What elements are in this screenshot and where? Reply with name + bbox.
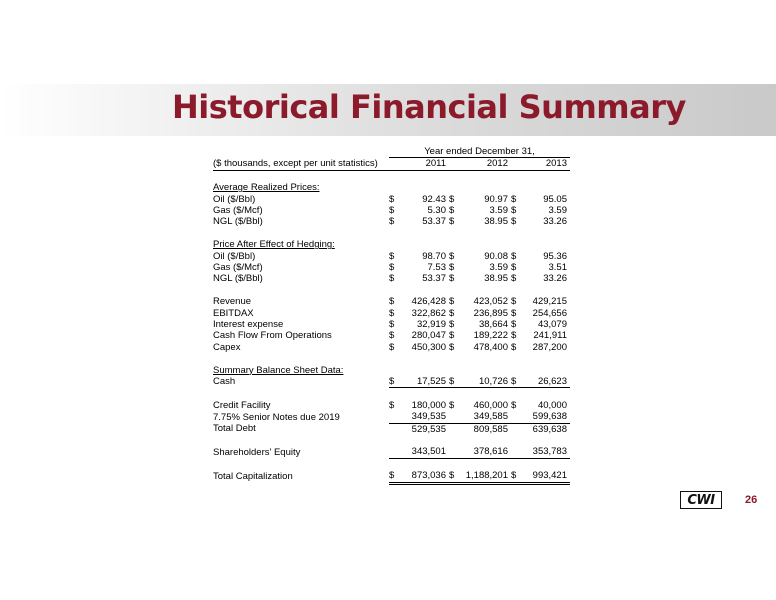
year-header: 2011 (401, 158, 449, 170)
cell-value: 17,525 (401, 376, 449, 388)
currency-symbol: $ (389, 470, 401, 483)
section-heading-row (213, 365, 570, 376)
row-label: Capex (213, 341, 241, 353)
table-row (213, 205, 570, 216)
table-header-years-row (213, 158, 570, 170)
slide-title: Historical Financial Summary (172, 88, 686, 126)
cell-value: 95.36 (543, 250, 567, 262)
year-header: 2013 (523, 158, 570, 170)
cell-value: 5.30 (427, 205, 446, 217)
section-heading-row (213, 182, 570, 193)
cell-value: 38.95 (484, 273, 508, 285)
currency-symbol: $ (449, 470, 461, 483)
cell-value: 873,036 (401, 470, 449, 483)
table-row (213, 194, 570, 205)
currency-symbol: $ (449, 193, 455, 205)
cell-value: 1,188,201 (461, 470, 511, 483)
row-label: NGL ($/Bbl) (213, 273, 263, 285)
table-row (213, 273, 570, 284)
currency-symbol: $ (449, 341, 455, 353)
currency-symbol: $ (389, 216, 395, 228)
cell-value: 32,919 (416, 319, 446, 331)
table-row (213, 308, 570, 319)
currency-symbol: $ (511, 205, 517, 217)
table-header-period-row (213, 146, 570, 158)
cell-value: 423,052 (473, 296, 508, 308)
currency-symbol: $ (449, 273, 455, 285)
row-label: Total Capitalization (213, 471, 293, 483)
table-row (213, 330, 570, 341)
currency-symbol: $ (511, 470, 523, 483)
table-row (213, 262, 570, 273)
row-label: 7.75% Senior Notes due 2019 (213, 411, 340, 423)
table-row (213, 423, 570, 435)
cell-value: 378,616 (461, 446, 511, 458)
row-label: Gas ($/Mcf) (213, 205, 263, 217)
currency-symbol: $ (511, 296, 517, 308)
cell-value: 349,585 (461, 411, 511, 423)
cell-value: 343,501 (401, 446, 449, 458)
table-row (213, 446, 570, 458)
currency-symbol: $ (389, 319, 395, 331)
section-heading: Average Realized Prices: (213, 182, 320, 194)
cell-value: 280,047 (411, 330, 446, 342)
row-label: Cash Flow From Operations (213, 330, 332, 342)
cell-value: 450,300 (411, 341, 446, 353)
currency-symbol: $ (449, 330, 455, 342)
currency-symbol: $ (511, 319, 517, 331)
cell-value: 426,428 (411, 296, 446, 308)
cell-value: 241,911 (533, 330, 567, 342)
cell-value: 254,656 (532, 307, 567, 319)
table-row (213, 216, 570, 227)
cell-value: 529,535 (411, 423, 446, 435)
row-label: EBITDAX (213, 307, 254, 319)
currency-symbol: $ (511, 250, 517, 262)
table-row (213, 376, 570, 388)
cell-value: 236,895 (473, 307, 508, 319)
table-row (213, 470, 570, 483)
table-row (213, 400, 570, 411)
currency-symbol: $ (389, 307, 395, 319)
currency-symbol: $ (511, 307, 517, 319)
currency-symbol: $ (511, 399, 517, 411)
logo-text: CWI (687, 492, 715, 508)
table-row (213, 342, 570, 353)
section-heading: Summary Balance Sheet Data: (213, 364, 344, 376)
cell-value: 809,585 (473, 423, 508, 435)
cell-value: 3.59 (548, 205, 567, 217)
currency-symbol: $ (389, 193, 395, 205)
currency-symbol: $ (449, 262, 455, 274)
row-label: Total Debt (213, 423, 256, 435)
cell-value: 38.95 (484, 216, 508, 228)
currency-symbol: $ (389, 262, 395, 274)
currency-symbol: $ (389, 205, 395, 217)
cell-value: 90.97 (484, 193, 508, 205)
cell-value: 349,535 (401, 411, 449, 423)
section-heading-row (213, 239, 570, 250)
currency-symbol: $ (449, 296, 455, 308)
currency-symbol: $ (449, 205, 455, 217)
table-row (213, 296, 570, 307)
period-header: Year ended December 31, (389, 146, 570, 158)
currency-symbol: $ (389, 330, 395, 342)
year-header: 2012 (461, 158, 511, 170)
row-label: Shareholders' Equity (213, 446, 301, 458)
section-heading: Price After Effect of Hedging: (213, 239, 335, 251)
cell-value: 353,783 (523, 446, 570, 458)
cell-value: 7.53 (427, 262, 446, 274)
currency-symbol: $ (389, 296, 395, 308)
cell-value: 993,421 (523, 470, 570, 483)
cell-value: 3.51 (548, 262, 567, 274)
cell-value: 3.59 (489, 205, 508, 217)
cell-value: 478,400 (473, 341, 508, 353)
row-label: NGL ($/Bbl) (213, 216, 263, 228)
currency-symbol: $ (449, 250, 455, 262)
currency-symbol: $ (449, 307, 455, 319)
cell-value: 43,079 (537, 319, 567, 331)
row-label: Oil ($/Bbl) (213, 193, 256, 205)
currency-symbol: $ (511, 330, 517, 342)
cell-value: 95.05 (543, 193, 567, 205)
row-label: Revenue (213, 296, 252, 308)
cell-value: 639,638 (532, 423, 567, 435)
cell-value: 33.26 (543, 216, 567, 228)
table-row (213, 319, 570, 330)
units-label: ($ thousands, except per unit statistics) (213, 158, 389, 170)
cell-value: 38,664 (478, 319, 508, 331)
currency-symbol: $ (511, 341, 517, 353)
cell-value: 10,726 (461, 376, 511, 388)
currency-symbol: $ (511, 262, 517, 274)
row-label: Gas ($/Mcf) (213, 262, 263, 274)
currency-symbol: $ (511, 193, 517, 205)
currency-symbol: $ (389, 399, 395, 411)
cell-value: 599,638 (523, 411, 570, 423)
cell-value: 429,215 (532, 296, 567, 308)
currency-symbol: $ (389, 341, 395, 353)
cell-value: 53.37 (422, 216, 446, 228)
currency-symbol: $ (511, 273, 517, 285)
cell-value: 40,000 (537, 399, 567, 411)
cell-value: 180,000 (411, 399, 446, 411)
cell-value: 460,000 (473, 399, 508, 411)
row-label: Credit Facility (213, 399, 271, 411)
financial-summary-table (213, 146, 570, 485)
cell-value: 33.26 (543, 273, 567, 285)
table-row (213, 411, 570, 423)
cell-value: 92.43 (422, 193, 446, 205)
cell-value: 287,200 (532, 341, 567, 353)
row-label: Cash (213, 376, 236, 388)
cell-value: 90.08 (484, 250, 508, 262)
currency-symbol: $ (511, 376, 523, 388)
currency-symbol: $ (389, 376, 401, 388)
currency-symbol: $ (389, 250, 395, 262)
table-row (213, 251, 570, 262)
cell-value: 3.59 (489, 262, 508, 274)
cell-value: 98.70 (422, 250, 446, 262)
currency-symbol: $ (389, 273, 395, 285)
row-label: Interest expense (213, 319, 284, 331)
cell-value: 53.37 (422, 273, 446, 285)
cell-value: 322,862 (411, 307, 446, 319)
currency-symbol: $ (511, 216, 517, 228)
cell-value: 26,623 (523, 376, 570, 388)
currency-symbol: $ (449, 399, 455, 411)
currency-symbol: $ (449, 376, 461, 388)
currency-symbol: $ (449, 319, 455, 331)
page-number: 26 (745, 494, 758, 506)
currency-symbol: $ (449, 216, 455, 228)
cell-value: 189,222 (473, 330, 508, 342)
row-label: Oil ($/Bbl) (213, 250, 256, 262)
company-logo (680, 491, 722, 509)
